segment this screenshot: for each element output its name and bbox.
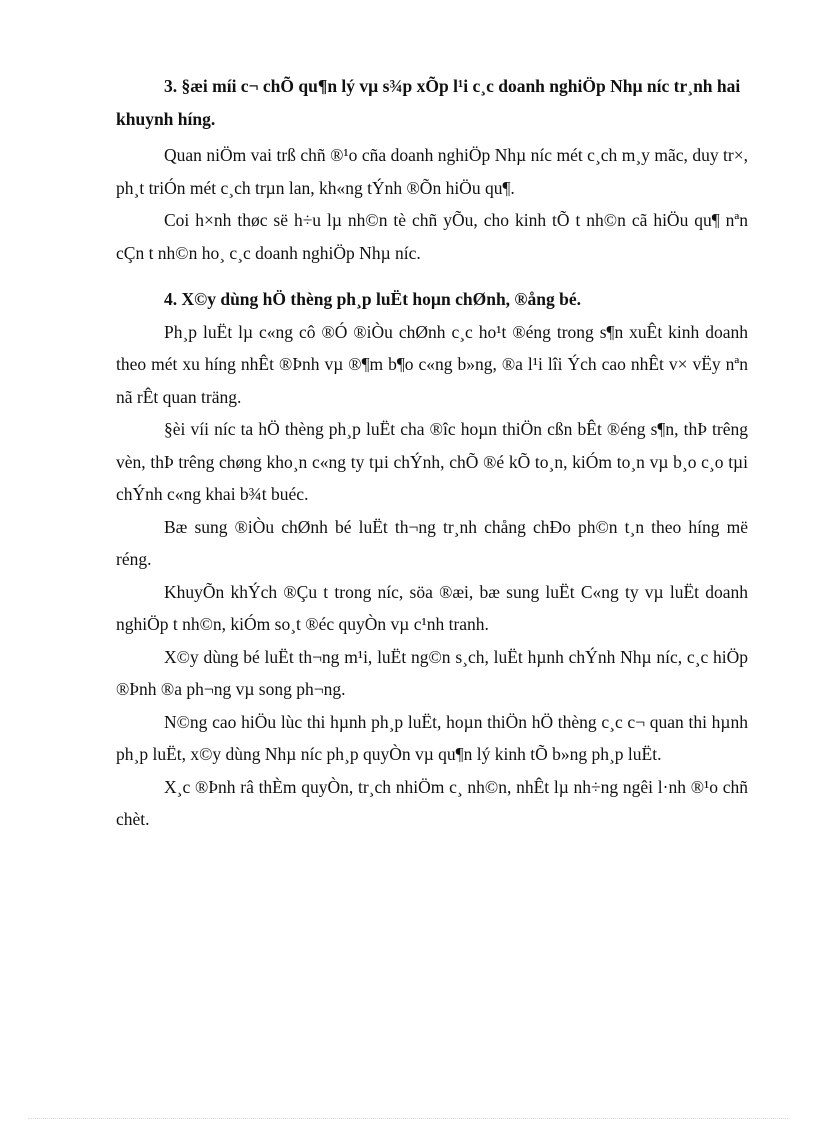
- body-paragraph: X¸c ®Þnh râ thÈm quyÒn, tr¸ch nhiÖm c¸ nh©n, nhÊt lµ nh÷ng ngêi l·nh ®¹o chñ chèt.: [116, 776, 748, 829]
- body-paragraph: §èi víi níc ta hÖ thèng ph¸p luËt cha ®îc hoµn thiÖn cßn bÊt ®éng s¶n, thÞ trêng vèn, thÞ trêng chøng kho¸n c«ng ty tµi chÝnh, chÕ ®é kÕ to¸n, kiÓm to¸n vµ b¸o c¸o tµi chÝnh c«ng khai b¾t buéc.: [116, 419, 748, 504]
- document-body: [116, 70, 748, 836]
- body-paragraph: Ph¸p luËt lµ c«ng cô ®Ó ®iÒu chØnh c¸c ho¹t ®éng trong s¶n xuÊt kinh doanh theo mét xu híng nhÊt ®Þnh vµ ®¶m b¶o c«ng b»ng, ®a l¹i lîi Ých cao nhÊt v× vËy nªn nã rÊt quan träng.: [116, 321, 748, 407]
- section-heading-4: 4. X©y dùng hÖ thèng ph¸p luËt hoµn chØnh, ®ång bé.: [164, 289, 581, 309]
- body-paragraph: Quan niÖm vai trß chñ ®¹o cña doanh nghiÖp Nhµ níc mét c¸ch m¸y mãc, duy tr×, ph¸t triÓn mét c¸ch trµn lan, kh«ng tÝnh ®Õn hiÖu qu¶.: [116, 145, 748, 198]
- spacer: [116, 269, 748, 283]
- body-paragraph: Coi h×nh thøc së h÷u lµ nh©n tè chñ yÕu, cho kinh tÕ t nh©n cã hiÖu qu¶ nªn cÇn t nh©n ho¸ c¸c doanh nghiÖp Nhµ níc.: [116, 210, 748, 263]
- body-paragraph: Bæ sung ®iÒu chØnh bé luËt th¬ng tr¸nh chång chÐo ph©n t¸n theo híng më réng.: [116, 516, 748, 569]
- section-heading-3: 3. §æi míi c¬ chÕ qu¶n lý vµ s¾p xÕp l¹i c¸c doanh nghiÖp Nhµ níc tr¸nh hai khuynh híng.: [116, 76, 741, 129]
- body-paragraph: KhuyÕn khÝch ®Çu t trong níc, söa ®æi, bæ sung luËt C«ng ty vµ luËt doanh nghiÖp t nh©n, kiÓm so¸t ®éc quyÒn vµ c¹nh tranh.: [116, 581, 748, 634]
- body-paragraph: N©ng cao hiÖu lùc thi hµnh ph¸p luËt, hoµn thiÖn hÖ thèng c¸c c¬ quan thi hµnh ph¸p luËt, x©y dùng Nhµ níc ph¸p quyÒn vµ qu¶n lý kinh tÕ b»ng ph¸p luËt.: [116, 711, 748, 764]
- page-bottom-divider: [28, 1118, 788, 1119]
- body-paragraph: X©y dùng bé luËt th¬ng m¹i, luËt ng©n s¸ch, luËt hµnh chÝnh Nhµ níc, c¸c hiÖp ®Þnh ®a ph¬ng vµ song ph¬ng.: [116, 646, 748, 699]
